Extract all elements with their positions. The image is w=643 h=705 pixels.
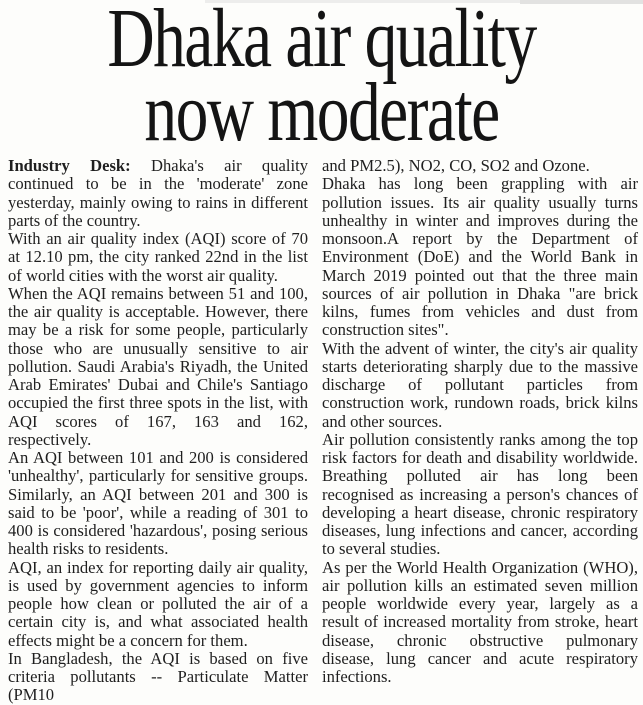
article-column-left xyxy=(8,157,308,705)
article-paragraph: With an air quality index (AQI) score of 70 at 12.10 pm, the city ranked 22nd in the list of world cities with the worst air quality. xyxy=(8,229,308,285)
left-paragraph-list xyxy=(8,230,308,705)
article-paragraph: When the AQI remains between 51 and 100, the air quality is acceptable. However, there may be a risk for some people, particularly those who are unusually sensitive to air pollution. Saudi Arabia's Riyadh, the United Arab Emirates' Dubai and Chile's Santiago occupied the first three spots in the list, with AQI scores of 167, 163 and 162, respectively. xyxy=(8,283,308,449)
article-headline xyxy=(71,0,573,159)
article-paragraph: Air pollution consistently ranks among the top risk factors for death and disability worldwide. Breathing polluted air has long been recognised as increasing a person's chances of developing a heart disease, chronic respiratory diseases, lung infections and cancer, according to several studies. xyxy=(322,429,638,559)
lead-paragraph xyxy=(8,157,308,230)
article-paragraph: AQI, an index for reporting daily air quality, is used by government agencies to inform people how clean or polluted the air of a certain city is, and what associated health effects might be a concern for them. xyxy=(8,557,308,650)
headline-line-2: now moderate xyxy=(144,66,499,159)
article-paragraph: An AQI between 101 and 200 is considered 'unhealthy', particularly for sensitive groups. Similarly, an AQI between 201 and 300 is said to be 'poor', while a reading of 301 to 400 is considered 'hazardous', posing serious health risks to residents. xyxy=(8,448,308,559)
article-paragraph: In Bangladesh, the AQI is based on five criteria pollutants -- Particulate Matter (PM10 xyxy=(8,648,308,705)
right-paragraph-list xyxy=(322,157,638,686)
article-column-right xyxy=(322,157,638,686)
article-paragraph: With the advent of winter, the city's air quality starts deteriorating sharply due to the massive discharge of pollutant particles from construction work, rundown roads, brick kilns and other sources. xyxy=(322,338,638,431)
lead-paragraph-text: Dhaka's air quality continued to be in the 'moderate' zone yesterday, mainly owing to rains in different parts of the country. xyxy=(8,156,309,230)
headline-line-1: Dhaka air quality xyxy=(107,0,536,85)
article-paragraph: As per the World Health Organization (WHO), air pollution kills an estimated seven million people worldwide every year, largely as a result of increased mortality from stroke, heart disease, chronic obstructive pulmonary disease, lung cancer and acute respiratory infections. xyxy=(322,557,638,686)
article-paragraph: Dhaka has long been grappling with air pollution issues. Its air quality usually turns unhealthy in winter and improves during the monsoon.A report by the Department of Environment (DoE) and the World Bank in March 2019 pointed out that the three main sources of air pollution in Dhaka "are brick kilns, fumes from vehicles and dust from construction sites". xyxy=(322,174,638,340)
article-paragraph: and PM2.5), NO2, CO, SO2 and Ozone. xyxy=(322,156,590,175)
byline-label: Industry Desk: xyxy=(8,156,131,175)
